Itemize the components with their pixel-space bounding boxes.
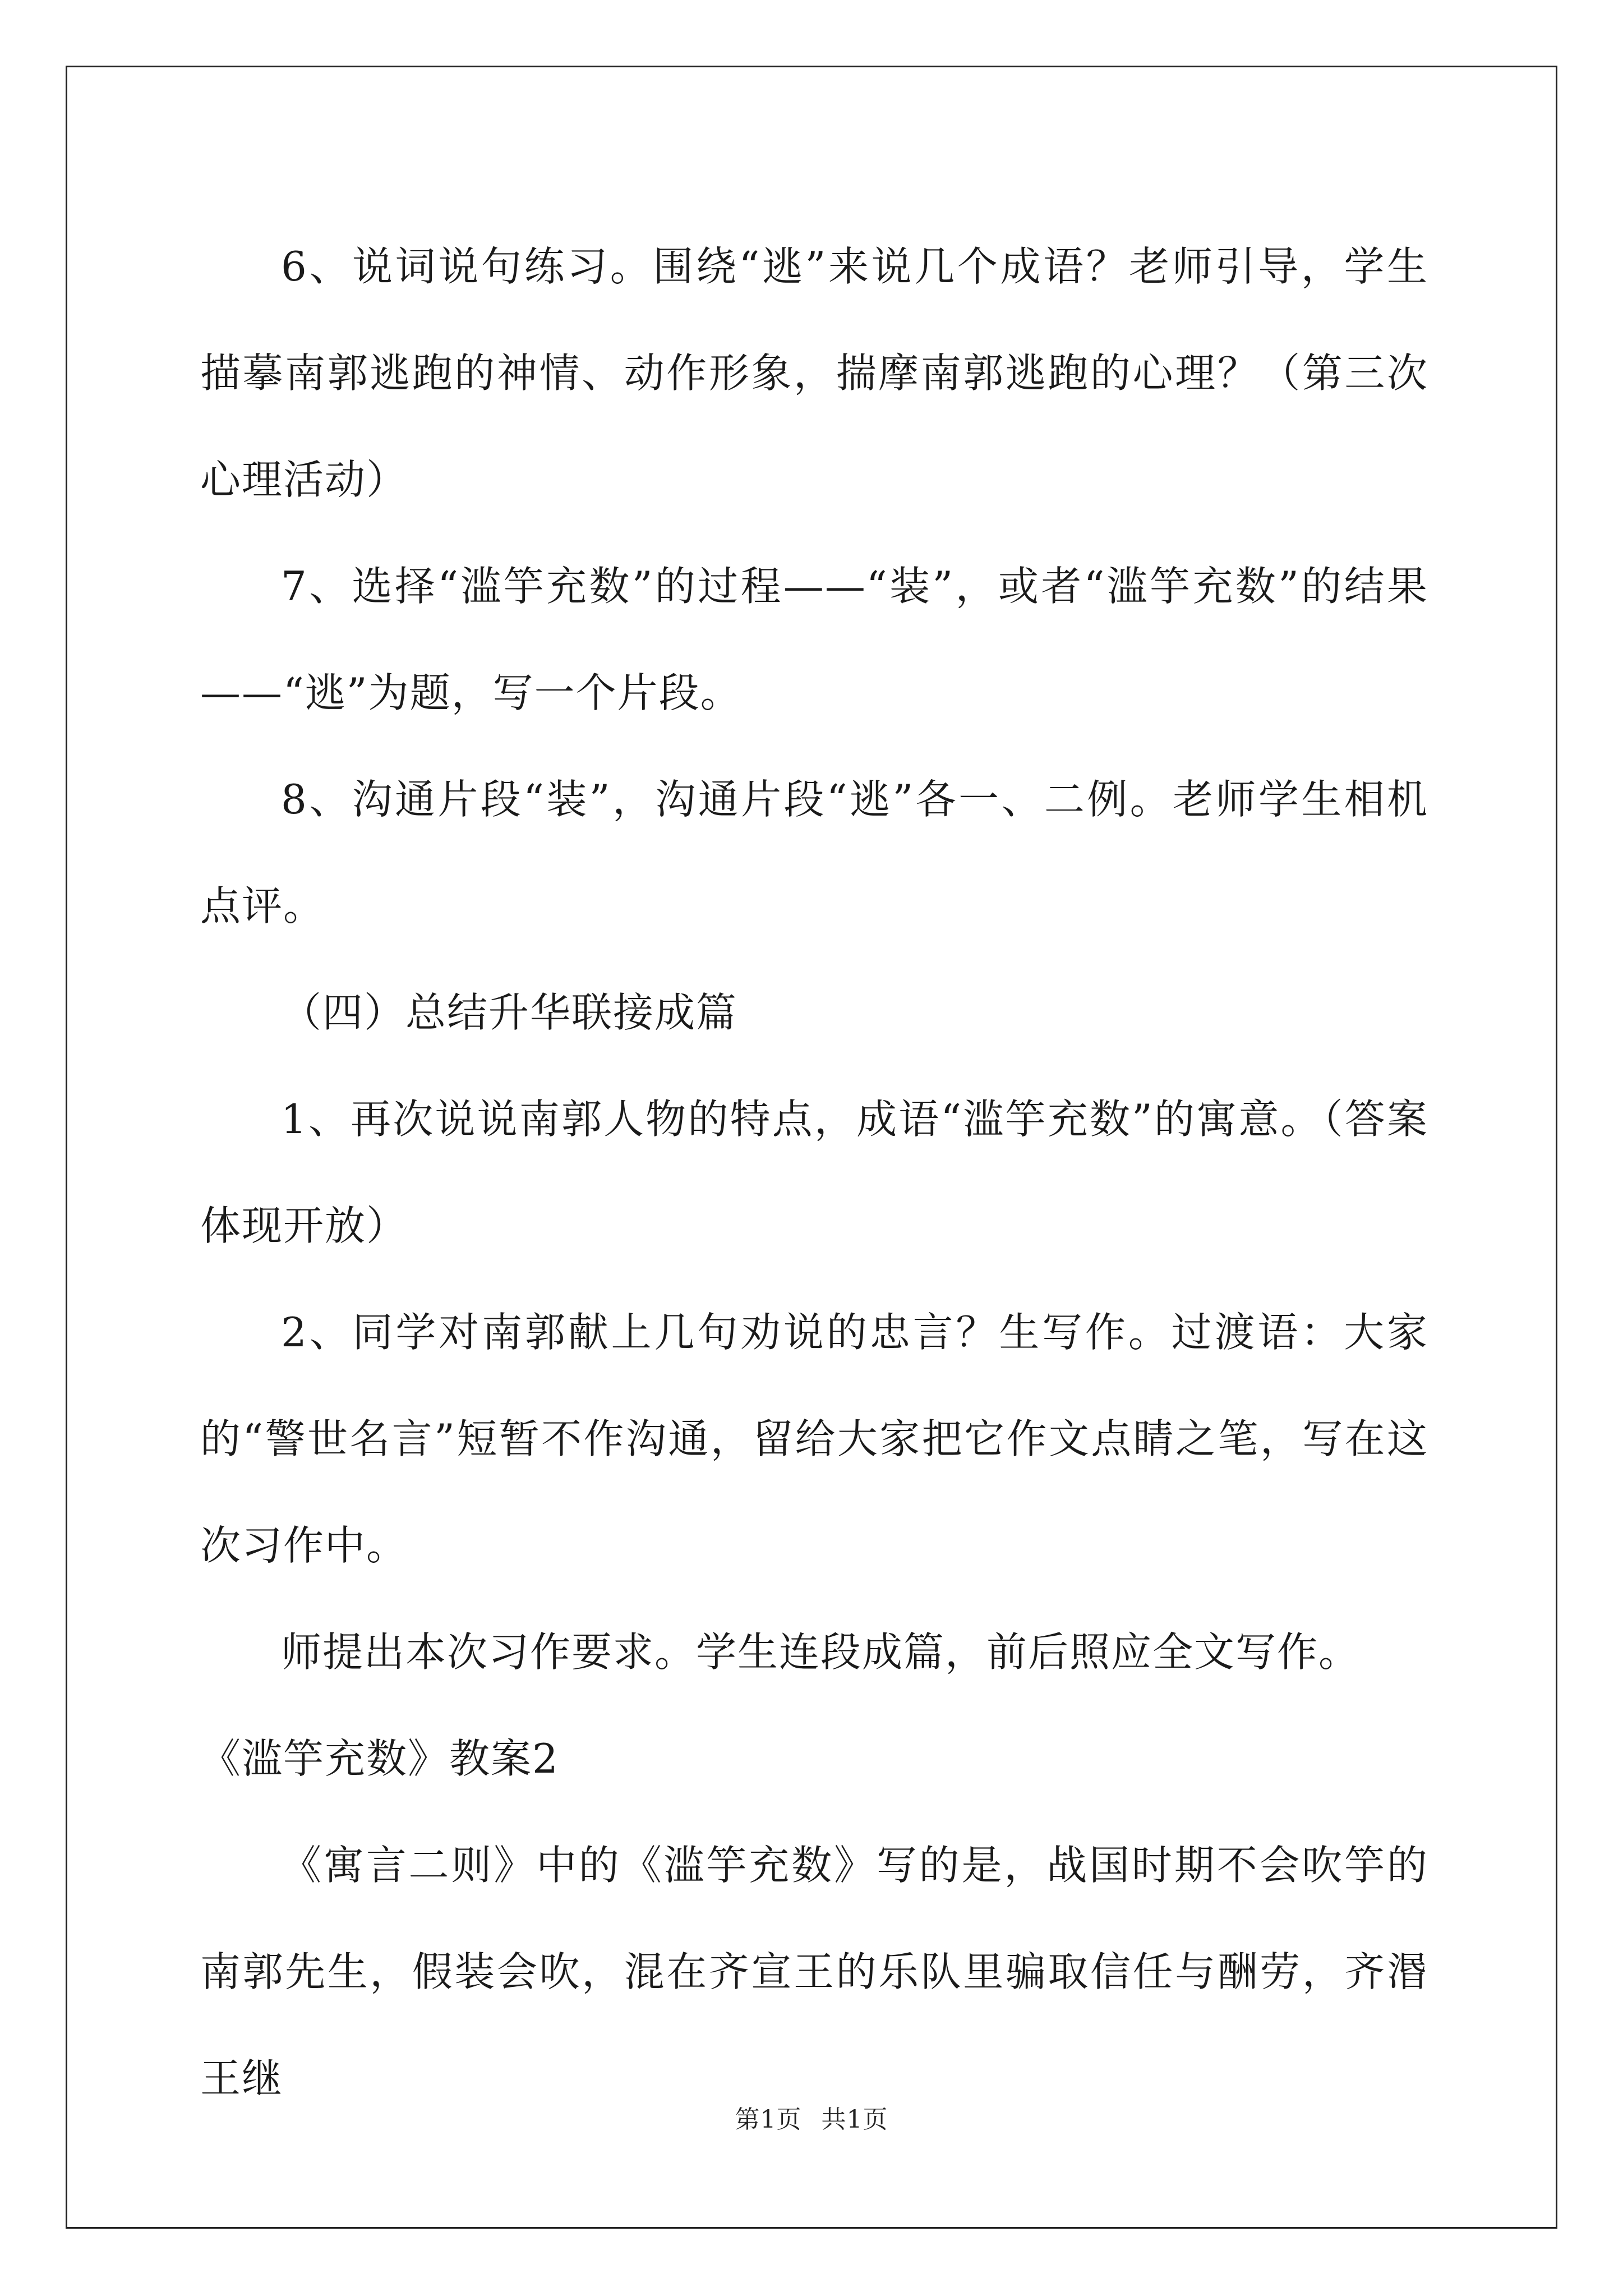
section-heading-4: （四）总结升华联接成篇 [281,989,738,1036]
page-total: 共1页 [821,2105,888,2134]
paragraph-requirements: 师提出本次习作要求。学生连段成篇，前后照应全文写作。 [281,1628,1361,1676]
paragraph-6: 6、说词说句练习。围绕“逃”来说几个成语？老师引导，学生描摹南郭逃跑的神情、动作形象，揣摩南郭逃跑的心理？（第三次心理活动） [200,243,1428,503]
lesson-plan-title: 《滥竽充数》教案2 [200,1735,559,1782]
paragraph-summary-1: 1、再次说说南郭人物的特点，成语“滥竽充数”的寓意。（答案体现开放） [200,1096,1428,1249]
page-footer [0,2099,1623,2135]
paragraph-summary-2: 2、同学对南郭献上几句劝说的忠言？生写作。过渡语：大家的“警世名言”短暂不作沟通，留给大家把它作文点睛之笔，写在这次习作中。 [200,1309,1428,1569]
page-number: 第1页 [735,2105,802,2134]
paragraph-8: 8、沟通片段“装”，沟通片段“逃”各一、二例。老师学生相机点评。 [200,776,1428,930]
paragraph-intro: 《寓言二则》中的《滥竽充数》写的是，战国时期不会吹竽的南郭先生，假装会吹，混在齐宣王的乐队里骗取信任与酬劳，齐湣王继 [200,1842,1428,2102]
document-body [200,213,1428,2132]
paragraph-7: 7、选择“滥竽充数”的过程——“装”，或者“滥竽充数”的结果——“逃”为题，写一个片段。 [200,563,1428,716]
